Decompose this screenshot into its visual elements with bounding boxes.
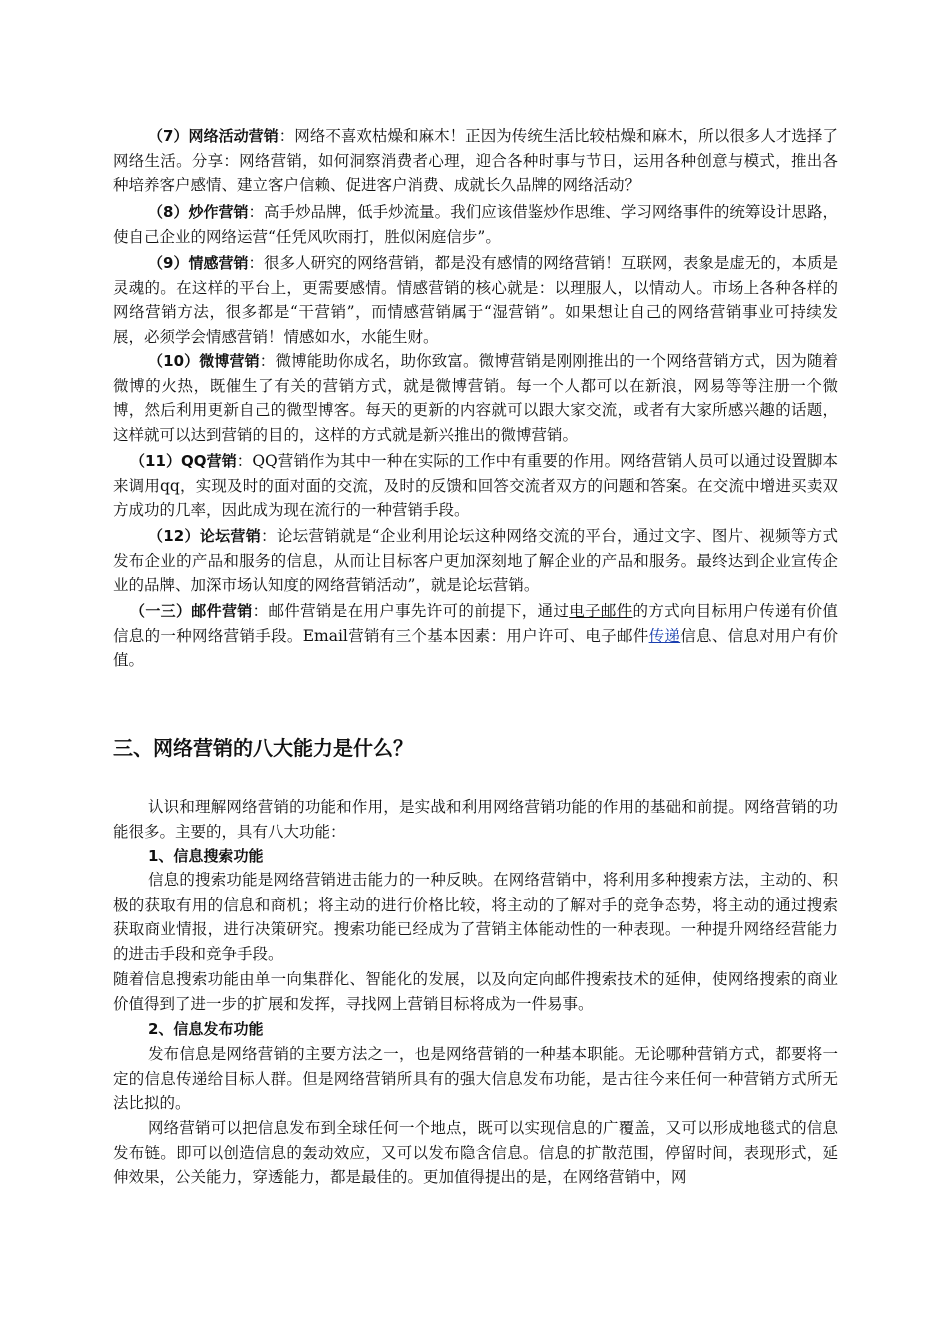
function-1-paragraph-2: 随着信息搜索功能由单一向集群化、智能化的发展，以及向定向邮件搜索技术的延伸，使网络搜索的商业价值得到了进一步的扩展和发挥，寻找网上营销目标将成为一件易事。 [113,970,838,1013]
section-label: （一三）邮件营销 [130,602,253,620]
section-email-marketing [113,599,838,673]
transmit-link[interactable]: 传递 [648,626,681,645]
section-body: 微博能助你成名，助你致富。微博营销是刚刚推出的一个网络营销方式，因为随着微博的火热，既催生了有关的营销方式，就是微博营销。每一个人都可以在新浪，网易等等注册一个微博，然后利用更新自己的微型博客。每天的更新的内容就可以跟大家交流，或者有大家所感兴趣的话题，这样就可以达到营销的目的，这样的方式就是新兴推出的微博营销。 [113,352,838,444]
section-label: （12）论坛营销 [148,527,262,545]
section-body: 论坛营销就是“企业利用论坛这种网络交流的平台，通过文字、图片、视频等方式发布企业的产品和服务的信息，从而让目标客户更加深刻地了解企业的产品和服务。最终达到企业宣传企业的品牌、加深市场认知度的网络营销活动”，就是论坛营销。 [113,527,838,594]
intro-paragraph: 认识和理解网络营销的功能和作用，是实战和利用网络营销功能的作用的基础和前提。网络营销的功能很多。主要的，具有八大功能： [113,798,838,841]
section-weibo-marketing [113,349,838,447]
section-body-b: 的方式向目标用户传递有价值信息的一种网络营销手段。Email营销有三个基本因素：用户许可、电子邮件 [113,602,838,645]
section-label: （10）微博营销 [148,352,260,370]
section-activity-marketing [113,124,838,198]
function-1-paragraph-1: 信息的搜索功能是网络营销进击能力的一种反映。在网络营销中，将利用多种搜索方法，主动的、积极的获取有用的信息和商机；将主动的进行价格比较，将主动的了解对手的竞争态势，将主动的通过搜索获取商业情报，进行决策研究。搜索功能已经成为了营销主体能动性的一种表现。一种提升网络经营能力的进击手段和竞争手段。 [113,871,838,963]
separator: ： [236,452,253,470]
section-body: 高手炒品牌，低手炒流量。我们应该借鉴炒作思维、学习网络事件的统筹设计思路，使自己企业的网络运营“任凭风吹雨打，胜似闲庭信步”。 [113,203,838,246]
section-label: （7）网络活动营销 [148,127,279,145]
separator: ： [261,527,277,545]
separator: ： [259,352,276,370]
section-forum-marketing [113,524,838,598]
section-body-c: 信息、信息对用户有价值。 [113,626,838,669]
function-2-title: 2、信息发布功能 [148,1020,264,1038]
section-body-a: 邮件营销是在用户事先许可的前提下，通过 [268,602,570,620]
section-qq-marketing [113,449,838,523]
section-body: 网络不喜欢枯燥和麻木！正因为传统生活比较枯燥和麻木，所以很多人才选择了网络生活。分享：网络营销，如何洞察消费者心理，迎合各种时事与节日，运用各种创意与模式，推出各种培养客户感情、建立客户信赖、促进客户消费、成就长久品牌的网络活动？ [113,127,838,194]
separator: ： [252,602,269,620]
separator: ： [248,254,265,272]
section-emotional-marketing [113,251,838,349]
section-body: QQ营销作为其中一种在实际的工作中有重要的作用。网络营销人员可以通过设置脚本来调用qq，实现及时的面对面的交流，及时的反馈和回答交流者双方的问题和答案。在交流中增进买卖双方成功的几率，因此成为现在流行的一种营销手段。 [113,452,838,519]
section-heading: 三、网络营销的八大能力是什么？ [113,736,413,760]
function-2-paragraph-2: 网络营销可以把信息发布到全球任何一个地点，既可以实现信息的广覆盖，又可以形成地毯式的信息发布链。即可以创造信息的轰动效应，又可以发布隐含信息。信息的扩散范围，停留时间，表现形式，延伸效果，公关能力，穿透能力，都是最佳的。更加值得提出的是，在网络营销中，网 [113,1119,838,1186]
function-2-paragraph-1: 发布信息是网络营销的主要方法之一，也是网络营销的一种基本职能。无论哪种营销方式，都要将一定的信息传递给目标人群。但是网络营销所具有的强大信息发布功能，是古往今来任何一种营销方式所无法比拟的。 [113,1045,838,1112]
section-hype-marketing [113,200,838,249]
section-label: （11）QQ营销 [130,452,237,470]
section-label: （9）情感营销 [148,254,249,272]
section-body: 很多人研究的网络营销，都是没有感情的网络营销！互联网，表象是虚无的，本质是灵魂的。在这样的平台上，更需要感情。情感营销的核心就是：以理服人，以情动人。市场上各种各样的网络营销方法，很多都是“干营销”，而情感营销属于“湿营销”。如果想让自己的网络营销事业可持续发展，必须学会情感营销！情感如水，水能生财。 [113,254,838,346]
separator: ： [248,203,265,221]
email-link[interactable]: 电子邮件 [569,602,633,620]
separator: ： [278,127,295,145]
section-label: （8）炒作营销 [148,203,249,221]
function-1-title: 1、信息搜索功能 [148,847,264,865]
